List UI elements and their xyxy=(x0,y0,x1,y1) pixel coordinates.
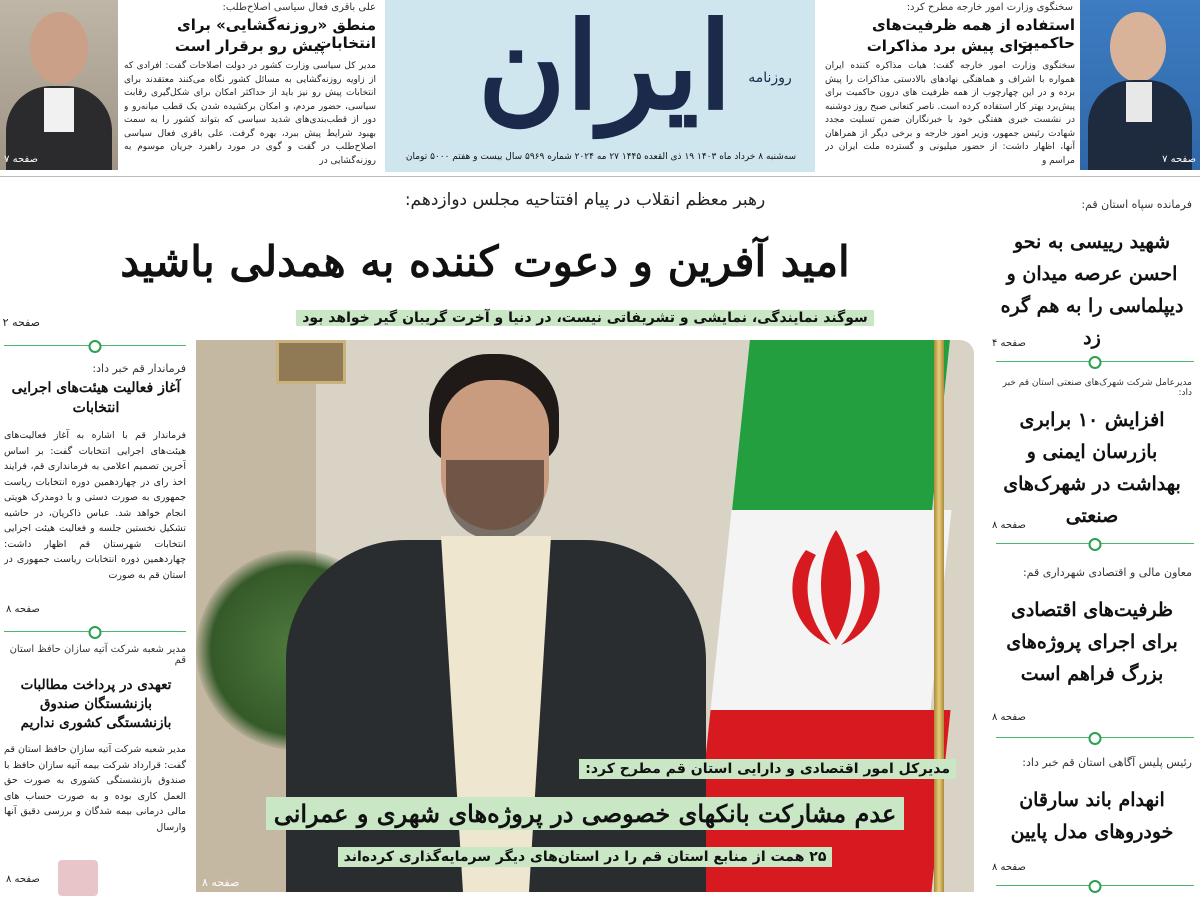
page-number: صفحه ۴ xyxy=(992,338,1026,349)
left-item-body: فرماندار قم با اشاره به آغاز فعالیت‌های هیئت‌های اجرایی انتخابات گفت: بر اساس آخرین تصمیم اعلامی به فرمانداری قم، فرایند اخذ رای در چهاردهمین دوره انتخابات ریاست جمهوری به صورت دستی و با دومدرک هویتی انجام خواهد شد. عباس ذاکریان، در حاشیه تشکیل نخستین جلسه و فعالیت هیئت اجرایی انتخابات شهرستان قم اظهار داشت: چهاردهمین دوره انتخابات ریاست جمهوری در استان قم به صورت xyxy=(4,430,186,581)
top-right-title-1: استفاده از همه ظرفیت‌های حاکمیت xyxy=(871,16,1075,52)
right-item-kicker: رئیس پلیس آگاهی استان قم خبر داد: xyxy=(1022,756,1192,769)
top-left-kicker: علی باقری فعال سیاسی اصلاح‌طلب: xyxy=(222,2,376,13)
page-number: صفحه ۸ xyxy=(6,874,40,885)
photo-sub: ۲۵ همت از منابع استان قم را در استان‌های دیگر سرمایه‌گذاری کرده‌اند xyxy=(338,847,833,867)
left-item-title: آغاز فعالیت هیئت‌های اجرایی انتخابات xyxy=(11,380,181,416)
page-number: صفحه ۸ xyxy=(202,876,240,889)
main-headline: امید آفرین و دعوت کننده به همدلی باشید xyxy=(120,237,850,286)
main-subhead: سوگند نمایندگی، نمایشی و تشریفاتی نیست، در دنیا و آخرت گریبان گیر خواهد بود xyxy=(296,310,874,326)
separator xyxy=(996,732,1194,744)
page-number: صفحه ۸ xyxy=(6,604,40,615)
left-item-kicker: مدیر شعبه شرکت آتیه سازان حافظ استان قم xyxy=(9,644,186,666)
photo-wall-frame xyxy=(276,340,346,384)
photo-headline-wrap xyxy=(206,794,964,834)
photo-kicker-wrap xyxy=(396,758,956,777)
corner-badge xyxy=(58,860,98,896)
separator xyxy=(996,538,1194,550)
top-right-title-2: برای پیش برد مذاکرات xyxy=(866,37,1034,55)
top-left-title-1: منطق «روزنه‌گشایی» برای انتخابات xyxy=(177,16,376,52)
top-divider xyxy=(0,176,1200,177)
separator xyxy=(996,880,1194,892)
portrait-collar xyxy=(44,88,74,132)
right-column xyxy=(986,190,1200,900)
masthead-date-line: سه‌شنبه ۸ خرداد ماه ۱۴۰۳ ۱۹ ذی القعده ۱۴۴۵ ۲۷ مه ۲۰۲۴ شماره ۵۹۶۹ سال بیست و هفتم ۵۰۰۰ تومان xyxy=(405,152,797,162)
right-item-kicker: مدیرعامل شرکت شهرک‌های صنعتی استان قم خبر داد: xyxy=(1002,378,1192,398)
page-number: صفحه ۷ xyxy=(1162,154,1196,165)
page-number: صفحه ۲ xyxy=(2,316,40,329)
right-item-title: شهید رییسی به نحو احسن عرصه میدان و دیپلماسی را به هم گره زد xyxy=(1000,231,1184,349)
right-item-kicker: معاون مالی و اقتصادی شهرداری قم: xyxy=(1022,566,1192,579)
left-item-title: تعهدی در پرداخت مطالبات بازنشستگان صندوق بازنشستگی کشوری نداریم xyxy=(20,677,172,731)
top-right-kicker: سخنگوی وزارت امور خارجه مطرح کرد: xyxy=(906,2,1073,13)
masthead xyxy=(385,0,815,172)
top-left-title-2: پیش رو برقرار است xyxy=(174,37,326,55)
page-number: صفحه ۷ xyxy=(4,154,38,165)
left-item-body: مدیر شعبه شرکت آتیه سازان حافظ استان قم گفت: قرارداد شرکت بیمه آتیه سازان حافظ با صندوق بازنشستگی کشوری به صورت حق العمل کاری بوده و به صورت حساب های مالی درمانی بیمه شدگان و بررسی دقیق آنها وارسال xyxy=(4,744,186,833)
portrait-head xyxy=(1110,12,1166,82)
flag-emblem-icon xyxy=(776,520,896,650)
separator xyxy=(4,340,186,352)
page-number: صفحه ۸ xyxy=(992,862,1026,873)
right-item-title: افزایش ۱۰ برابری بازرسان ایمنی و بهداشت در شهرک‌های صنعتی xyxy=(1003,409,1181,527)
photo-headline: عدم مشارکت بانکهای خصوصی در پروژه‌های شهری و عمرانی xyxy=(266,797,905,830)
top-right-body: سخنگوی وزارت امور خارجه گفت: هیات مذاکره کننده ایران همواره با اشراف و هماهنگی نهادهای بالادستی مذاکرات را پیش برده و در این چهارچوب از همه ظرفیت های درون حاکمیت برای پیش‌برد بهتر کار استفاده کرده است. ناصر کنعانی صبح روز دوشنبه در نشست خبری هفتگی خود با خبرنگاران ضمن تسلیت مجدد شهادت رئیس جمهور، وزیر امور خارجه و برخی دیگر از همراهان آنها، اظهار داشت: از حضور میلیونی و گسترده ملت ایران در مراسم و xyxy=(825,61,1075,166)
politician-photo xyxy=(0,0,118,170)
photo-kicker: مدیرکل امور اقتصادی و دارایی استان قم مطرح کرد: xyxy=(579,759,956,779)
main-photo xyxy=(196,340,974,892)
left-item-kicker: فرماندار قم خبر داد: xyxy=(92,362,186,375)
main-subhead-wrap xyxy=(200,306,970,330)
man-beard xyxy=(446,460,544,540)
portrait-head xyxy=(30,12,88,84)
masthead-logo-small: روزنامه xyxy=(748,70,792,86)
photo-sub-wrap xyxy=(206,846,964,865)
top-left-body: مدیر کل سیاسی وزارت کشور در دولت اصلاحات گفت: افرادی که از زاویه روزنه‌گشایی به مسائل کشور نگاه می‌کنند معتقدند برای انتخابات پیش رو نیز باید از حداکثر امکان برای شکل‌گیری رقابت سیاسی، حضور مردم، و امکان برکشیده شدن یک قطب میانه‌رو و دور از قطب‌بندی‌های شدید سیاسی که بتواند کشور را به سمت بهبود شرایط پیش ببرد، بهره گرفت. علی باقری فعال سیاسی اصلاح‌طلب در گفت و گوی در مورد راهبرد جریان موسوم به روزنه‌گشایی در xyxy=(124,61,376,166)
right-item-kicker: فرمانده سپاه استان قم: xyxy=(1081,198,1192,211)
right-item-title: ظرفیت‌های اقتصادی برای اجرای پروژه‌های بزرگ فراهم است xyxy=(1006,599,1178,685)
separator xyxy=(4,626,186,638)
page-number: صفحه ۸ xyxy=(992,712,1026,723)
page-number: صفحه ۸ xyxy=(992,520,1026,531)
separator xyxy=(996,356,1194,368)
main-kicker: رهبر معظم انقلاب در پیام افتتاحیه مجلس دوازدهم: xyxy=(404,190,766,210)
masthead-logo: ایران xyxy=(477,0,733,137)
portrait-collar xyxy=(1126,82,1152,122)
right-item-title: انهدام باند سارقان خودروهای مدل پایین xyxy=(1010,789,1174,843)
left-column xyxy=(0,330,190,900)
spokesperson-photo xyxy=(1080,0,1200,170)
flag-green xyxy=(732,340,950,510)
